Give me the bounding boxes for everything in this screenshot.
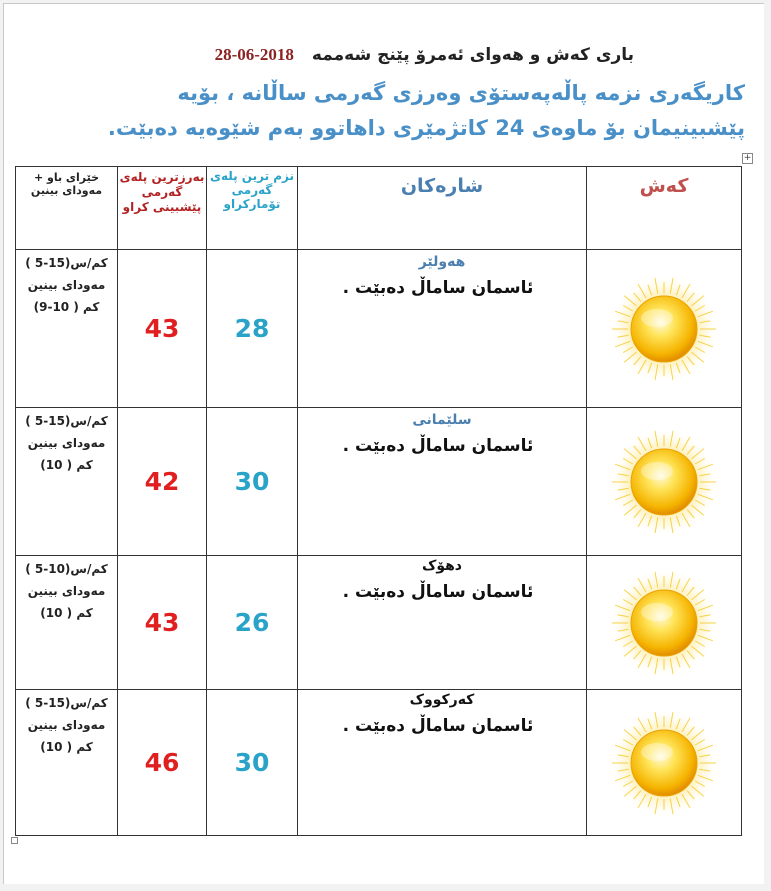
sun-icon — [609, 274, 719, 384]
weather-icon-cell — [587, 408, 742, 556]
wind-visibility-cell — [16, 408, 118, 556]
city-name: کەرکووک — [409, 692, 475, 708]
visibility-value: (10 ) کم — [40, 458, 93, 472]
city-cell — [298, 556, 587, 690]
header-wind: خێرای باو + مەودای بینین — [16, 167, 118, 250]
table-row — [16, 556, 742, 690]
wind-speed: ( 5-15)کم/س — [25, 256, 108, 270]
table-header-row — [16, 167, 742, 250]
visibility-label: مەودای بینین — [27, 278, 106, 292]
weather-icon-cell — [587, 250, 742, 408]
header-city: شارەکان — [298, 167, 587, 250]
visibility-label: مەودای بینین — [27, 718, 106, 732]
header-min-temp: نزم ترین پلەی گەرمی تۆمارکراو — [207, 167, 298, 250]
wind-speed: ( 5-15)کم/س — [25, 696, 108, 710]
page-subtitle: کاریگەری نزمە پاڵەپەستۆی وەرزی گەرمی ساڵانە ، بۆیە پێشبینیمان بۆ ماوەی 24 کاتژمێری داهاتوو بەم شێوەیە دەبێت. — [107, 81, 745, 140]
header-max-temp: بەرزترین پلەی گەرمی پێشبینی کراو — [118, 167, 207, 250]
min-temp-value: 26 — [207, 556, 298, 690]
weather-description: ئاسمان ساماڵ دەبێت . — [342, 278, 534, 298]
city-cell — [298, 408, 587, 556]
table-row — [16, 408, 742, 556]
weather-description: ئاسمان ساماڵ دەبێت . — [342, 582, 534, 602]
max-temp-value: 43 — [118, 556, 207, 690]
city-cell — [298, 250, 587, 408]
page-title — [0, 45, 634, 65]
visibility-value: (9-10 ) کم — [33, 300, 100, 314]
city-name: دهۆک — [421, 558, 462, 574]
wind-visibility-cell — [16, 690, 118, 836]
wind-speed: ( 5-15)کم/س — [25, 414, 108, 428]
sun-icon — [609, 568, 719, 678]
weather-table — [15, 166, 742, 836]
city-name: سلێمانی — [412, 412, 472, 428]
wind-visibility-cell — [16, 556, 118, 690]
table-row — [16, 690, 742, 836]
city-name: هەولێر — [418, 254, 466, 270]
weather-icon-cell — [587, 556, 742, 690]
visibility-label: مەودای بینین — [27, 436, 106, 450]
wind-visibility-cell — [16, 250, 118, 408]
header-weather: کەش — [587, 167, 742, 250]
min-temp-value: 30 — [207, 408, 298, 556]
max-temp-value: 43 — [118, 250, 207, 408]
sun-icon — [609, 427, 719, 537]
table-row — [16, 250, 742, 408]
sun-icon — [609, 708, 719, 818]
table-move-handle-icon[interactable]: + — [743, 153, 752, 163]
max-temp-value: 46 — [118, 690, 207, 836]
title-text: باری کەش و هەوای ئەمرۆ پێنج شەممە — [311, 45, 634, 65]
weather-icon-cell — [587, 690, 742, 836]
visibility-label: مەودای بینین — [27, 584, 106, 598]
min-temp-value: 30 — [207, 690, 298, 836]
city-cell — [298, 690, 587, 836]
table-resize-handle-icon[interactable] — [11, 837, 18, 844]
visibility-value: (10 ) کم — [40, 740, 93, 754]
visibility-value: (10 ) کم — [40, 606, 93, 620]
weather-description: ئاسمان ساماڵ دەبێت . — [342, 436, 534, 456]
title-date: 2018-06-28 — [214, 45, 294, 64]
max-temp-value: 42 — [118, 408, 207, 556]
weather-description: ئاسمان ساماڵ دەبێت . — [342, 716, 534, 736]
min-temp-value: 28 — [207, 250, 298, 408]
wind-speed: ( 5-10)کم/س — [25, 562, 108, 576]
